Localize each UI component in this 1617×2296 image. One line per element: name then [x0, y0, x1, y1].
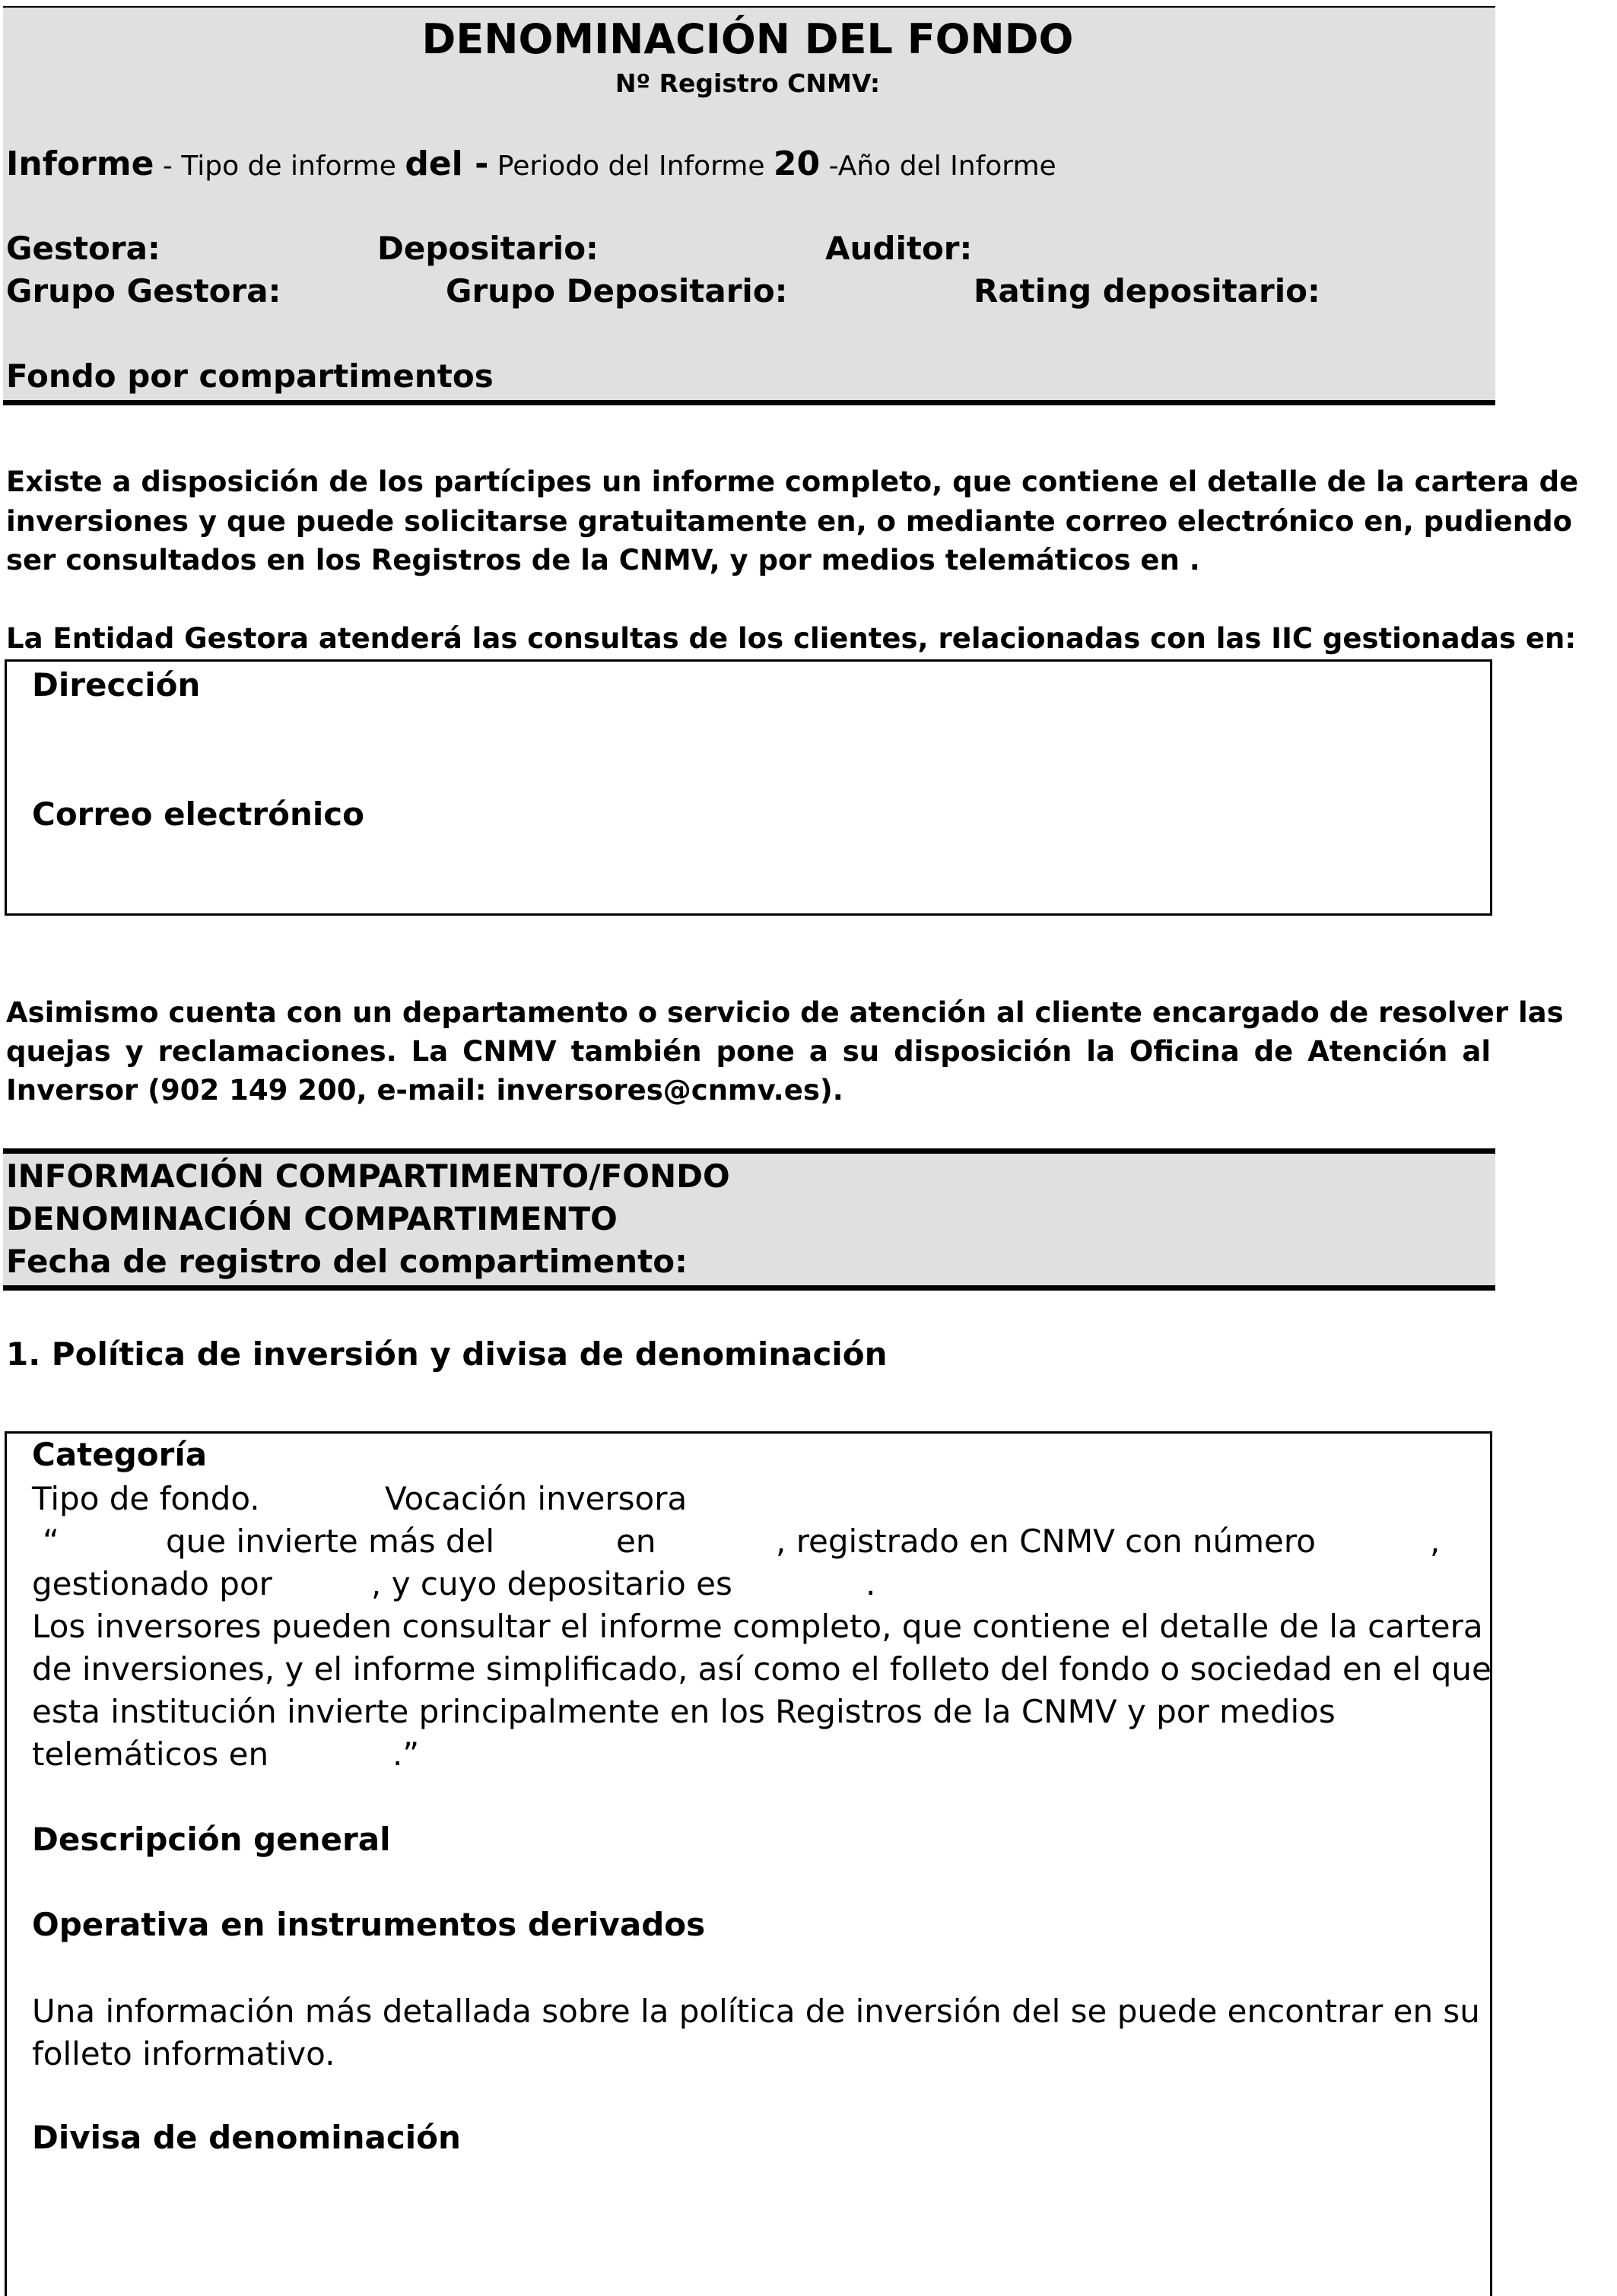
divisa-denominacion-label: Divisa de denominación — [32, 2119, 461, 2156]
anio-informe: -Año del Informe — [820, 151, 1056, 182]
rating-depositario-label: Rating depositario: — [974, 272, 1320, 310]
inversores-line-2: de inversiones, y el informe simplificado, así como el folleto del fondo o sociedad en el que — [32, 1650, 1492, 1688]
mas-info-line-1: Una información más detallada sobre la política de inversión del se puede encontrar en su — [32, 1993, 1480, 2030]
info-band-bottom-rule — [3, 1285, 1495, 1291]
depositario-period: . — [866, 1565, 876, 1602]
gestora-label: Gestora: — [6, 230, 160, 267]
inversores-line-3: esta institución invierte principalmente en los Registros de la CNMV y por medios — [32, 1693, 1336, 1730]
quote-close: .” — [392, 1735, 420, 1773]
fecha-registro-compartimento: Fecha de registro del compartimento: — [6, 1243, 688, 1280]
year-prefix: 20 — [773, 144, 821, 183]
consultas-line: La Entidad Gestora atenderá las consultas de los clientes, relacionadas con las IIC gestionadas en: — [6, 622, 1577, 655]
depositario-text: , y cuyo depositario es — [371, 1565, 732, 1602]
registrado-text: , registrado en CNMV con número — [776, 1523, 1316, 1560]
informe-word: Informe — [6, 144, 154, 183]
denominacion-compartimento: DENOMINACIÓN COMPARTIMENTO — [6, 1200, 618, 1237]
fund-title: DENOMINACIÓN DEL FONDO — [421, 15, 1074, 63]
descripcion-general-label: Descripción general — [32, 1821, 391, 1858]
intro-line-3: ser consultados en los Registros de la CNMV, y por medios telemáticos en . — [6, 544, 1200, 576]
info-band-top-rule — [3, 1148, 1495, 1154]
registrado-comma: , — [1430, 1523, 1441, 1560]
info-compartimento-fondo: INFORMACIÓN COMPARTIMENTO/FONDO — [6, 1158, 730, 1195]
categoria-label: Categoría — [32, 1436, 208, 1473]
gestionado-text: gestionado por — [32, 1565, 272, 1602]
grupo-gestora-label: Grupo Gestora: — [6, 272, 281, 310]
correo-label: Correo electrónico — [32, 796, 365, 833]
asimismo-line-2: quejas y reclamaciones. La CNMV también pone a su disposición la Oficina de Atención al — [6, 1035, 1491, 1068]
contact-box — [5, 659, 1492, 916]
vocacion-text: Vocación inversora — [385, 1480, 688, 1517]
asimismo-line-3: Inversor (902 149 200, e-mail: inversores@cnmv.es). — [6, 1074, 843, 1107]
registro-cnmv: Nº Registro CNMV: — [615, 68, 881, 98]
intro-line-1: Existe a disposición de los partícipes un informe completo, que contiene el detalle de la cartera de — [6, 465, 1579, 498]
asimismo-line-1: Asimismo cuenta con un departamento o servicio de atención al cliente encargado de resolver las — [6, 996, 1564, 1029]
intro-line-2: inversiones y que puede solicitarse gratuitamente en, o mediante correo electrónico en, pudiendo — [6, 505, 1572, 538]
mas-info-line-2: folleto informativo. — [32, 2035, 335, 2072]
grupo-depositario-label: Grupo Depositario: — [446, 272, 788, 310]
direccion-label: Dirección — [32, 666, 201, 703]
inversores-line-1: Los inversores pueden consultar el informe completo, que contiene el detalle de la cartera — [32, 1608, 1483, 1645]
tipo-fondo-text: Tipo de fondo. — [32, 1480, 260, 1517]
header-bottom-rule — [3, 400, 1495, 405]
del-word: del - — [405, 144, 489, 183]
telematicos-text: telemáticos en — [32, 1735, 269, 1773]
auditor-label: Auditor: — [825, 230, 973, 267]
section-1-title: 1. Política de inversión y divisa de denominación — [6, 1335, 888, 1373]
quote-open: “ — [43, 1523, 59, 1560]
periodo-informe: Periodo del Informe — [488, 151, 774, 182]
header-band — [3, 8, 1495, 403]
operativa-derivados-label: Operativa en instrumentos derivados — [32, 1906, 706, 1943]
depositario-label: Depositario: — [377, 230, 599, 267]
invierte-text: que invierte más del — [166, 1523, 495, 1560]
en-text: en — [616, 1523, 656, 1560]
fondo-compartimentos-label: Fondo por compartimentos — [6, 357, 494, 395]
tipo-informe: - Tipo de informe — [154, 151, 405, 182]
informe-line — [6, 144, 1056, 183]
